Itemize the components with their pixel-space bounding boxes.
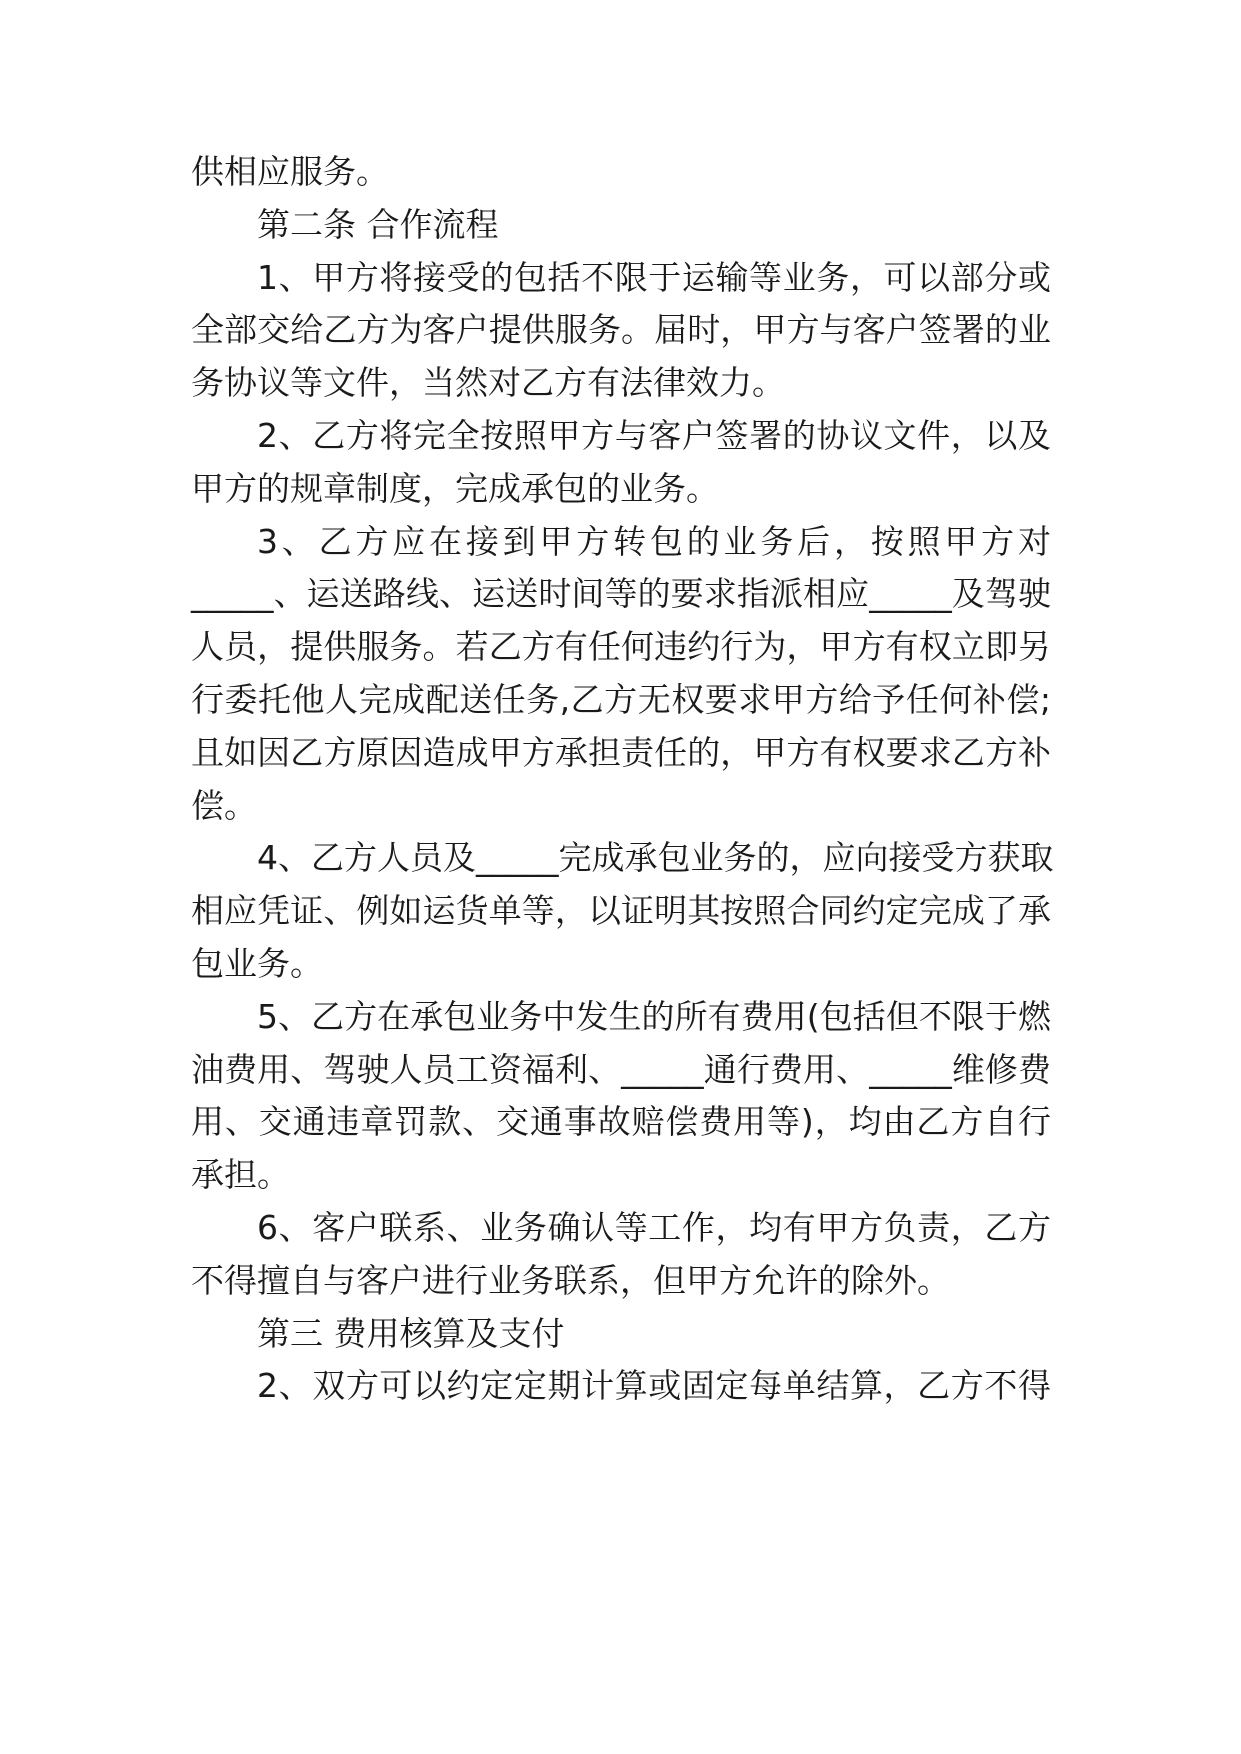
paragraph-line: 4、乙方人员及_____完成承包业务的，应向接受方获取 — [257, 838, 1054, 877]
paragraph-line: 包业务。 — [191, 944, 323, 983]
paragraph-line: 且如因乙方原因造成甲方承担责任的，甲方有权要求乙方补 — [191, 733, 1051, 772]
section-heading-3: 第三 费用核算及支付 — [257, 1314, 565, 1353]
paragraph-line: 3、乙方应在接到甲方转包的业务后，按照甲方对 — [257, 522, 1051, 561]
paragraph-line: 2、双方可以约定定期计算或固定每单结算，乙方不得 — [257, 1366, 1051, 1405]
paragraph-line: 相应凭证、例如运货单等，以证明其按照合同约定完成了承 — [191, 891, 1051, 930]
paragraph-line: 不得擅自与客户进行业务联系，但甲方允许的除外。 — [191, 1261, 950, 1300]
paragraph-line: 6、客户联系、业务确认等工作，均有甲方负责，乙方 — [257, 1208, 1051, 1247]
paragraph-line: _____、运送路线、运送时间等的要求指派相应_____及驾驶 — [191, 574, 1051, 613]
paragraph-line: 1、甲方将接受的包括不限于运输等业务，可以部分或 — [257, 258, 1051, 297]
paragraph-line: 2、乙方将完全按照甲方与客户签署的协议文件，以及 — [257, 416, 1051, 455]
paragraph-line: 承担。 — [191, 1155, 290, 1194]
paragraph-line: 5、乙方在承包业务中发生的所有费用(包括但不限于燃 — [257, 997, 1051, 1036]
paragraph-line: 用、交通违章罚款、交通事故赔偿费用等)，均由乙方自行 — [191, 1102, 1051, 1141]
paragraph-line: 人员，提供服务。若乙方有任何违约行为，甲方有权立即另 — [191, 627, 1051, 666]
paragraph-line: 务协议等文件，当然对乙方有法律效力。 — [191, 363, 785, 402]
paragraph-line: 偿。 — [191, 786, 257, 825]
paragraph-line: 全部交给乙方为客户提供服务。届时，甲方与客户签署的业 — [191, 310, 1051, 349]
paragraph-line: 油费用、驾驶人员工资福利、_____通行费用、_____维修费 — [191, 1050, 1051, 1089]
paragraph-line: 甲方的规章制度，完成承包的业务。 — [191, 469, 719, 508]
section-heading-2: 第二条 合作流程 — [257, 205, 499, 244]
paragraph-line: 行委托他人完成配送任务,乙方无权要求甲方给予任何补偿; — [191, 680, 1051, 719]
paragraph-line: 供相应服务。 — [191, 152, 389, 191]
